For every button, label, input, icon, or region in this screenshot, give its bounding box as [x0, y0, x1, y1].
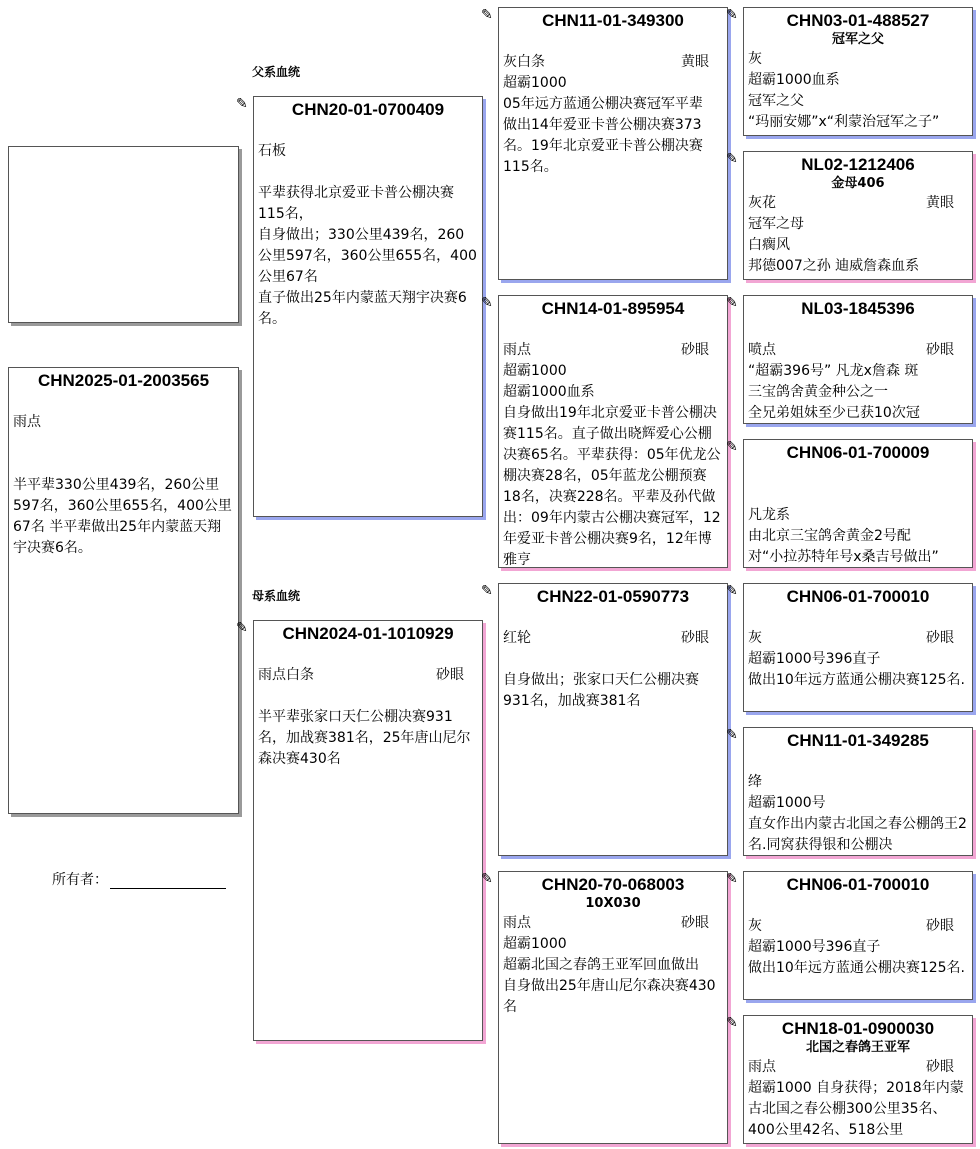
ring-number: NL02-1212406 — [801, 155, 915, 174]
dss-card[interactable] — [743, 583, 973, 712]
ring-number: CHN06-01-700009 — [786, 443, 930, 462]
ring-number: NL03-1845396 — [801, 299, 915, 318]
color: 石板 — [258, 143, 286, 159]
pencil-icon[interactable]: ✎ — [726, 727, 738, 743]
note-line: 超霸1000 自身获得；2018年内蒙古北国之春公棚300公里35名、400公里42名、518公里 — [748, 1080, 964, 1138]
note-line: 冠军之父 — [748, 93, 804, 109]
note-line: 超霸1000 — [503, 75, 567, 91]
owner-field — [52, 869, 226, 889]
color: 灰 — [748, 918, 762, 934]
sire-sire-card[interactable] — [498, 7, 728, 280]
note-line: 超霸1000 — [503, 936, 567, 952]
ddd-card[interactable] — [743, 1015, 973, 1144]
eye: 砂眼 — [926, 342, 954, 358]
note: 半平辈330公里439名，260公里597名，360公里655名，400公里67名 半平辈做出25年内蒙蓝天翔宇决赛6名。 — [13, 477, 232, 556]
ring-number: CHN06-01-700010 — [786, 875, 930, 894]
note-line: 超霸1000血系 — [503, 384, 595, 400]
dds-card[interactable] — [743, 871, 973, 1000]
color: 灰 — [748, 630, 762, 646]
eye: 黄眼 — [681, 54, 709, 70]
note-line: 自身做出；330公里439名，260公里597名，360公里655名，400公里67名 — [258, 227, 477, 285]
color: 雨点白条 — [258, 667, 314, 683]
pencil-icon[interactable]: ✎ — [726, 583, 738, 599]
color: 雨点 — [503, 342, 531, 358]
note-line: 超霸1000血系 — [748, 72, 840, 88]
note-line: 自身做出19年北京爱亚卡普公棚决赛115名。直子做出晓辉爱心公棚决赛65名。平辈获得：05年优龙公棚决赛28名，05年蓝龙公棚预赛18名，决赛228名。平辈及孙代做出：09年内蒙古公棚决赛冠军，12年爱亚卡普公棚决赛9名，12年博雅亨 — [503, 405, 721, 568]
ssd-card[interactable] — [743, 151, 973, 280]
pencil-icon[interactable]: ✎ — [481, 583, 493, 599]
eye: 砂眼 — [926, 918, 954, 934]
note-line: “超霸396号” 凡龙x詹森 斑 — [748, 363, 919, 379]
note-line: 冠军之母 — [748, 216, 804, 232]
sds-card[interactable] — [743, 295, 973, 424]
pencil-icon[interactable]: ✎ — [481, 295, 493, 311]
eye: 砂眼 — [926, 1059, 954, 1075]
note-line: 超霸1000号396直子 — [748, 939, 881, 955]
owner-label: 所有者： — [52, 872, 108, 888]
note-line: 超霸1000号 — [748, 795, 826, 811]
pencil-icon[interactable]: ✎ — [481, 871, 493, 887]
color: 灰白条 — [503, 54, 545, 70]
note-line: 超霸1000 — [503, 363, 567, 379]
note: 半平辈张家口天仁公棚决赛931名，加战赛381名，25年唐山尼尔森决赛430名 — [258, 709, 471, 767]
note-line: 由北京三宝鸽舍黄金2号配 — [748, 528, 911, 544]
note-line: 灰 — [748, 51, 762, 67]
pencil-icon[interactable]: ✎ — [726, 151, 738, 167]
nickname: 金母406 — [831, 176, 885, 191]
eye: 砂眼 — [681, 630, 709, 646]
paternal-line-label: 父系血统 — [252, 65, 301, 79]
ring-number: CHN14-01-895954 — [541, 299, 685, 318]
dsd-card[interactable] — [743, 727, 973, 856]
note-line: 凡龙系 — [748, 507, 790, 523]
dam-card[interactable] — [253, 620, 483, 1041]
note-line: 超霸1000号396直子 — [748, 651, 881, 667]
note-line: 全兄弟姐妹至少已获10次冠 — [748, 405, 920, 421]
pencil-icon[interactable]: ✎ — [236, 620, 248, 636]
note-line: 绛 — [748, 774, 762, 790]
sdd-card[interactable] — [743, 439, 973, 568]
ring-number: CHN11-01-349285 — [787, 731, 929, 750]
ring-number: CHN11-01-349300 — [542, 11, 684, 30]
note-line: “玛丽安娜”x“利蒙治冠军之子” — [748, 114, 940, 130]
ring-number: CHN2025-01-2003565 — [37, 371, 210, 390]
eye: 砂眼 — [926, 630, 954, 646]
note-line: 做出10年远方蓝通公棚决赛125名. — [748, 672, 965, 688]
ring-number: CHN03-01-488527 — [786, 11, 930, 30]
note-line: 对“小拉苏特年号x桑吉号做出” — [748, 549, 939, 565]
pencil-icon[interactable]: ✎ — [726, 439, 738, 455]
pencil-icon[interactable]: ✎ — [726, 7, 738, 23]
ring-number: CHN2024-01-1010929 — [282, 624, 454, 643]
note-line: 平辈获得北京爱亚卡普公棚决赛115名， — [258, 185, 454, 222]
subject-bird-card[interactable] — [8, 367, 239, 814]
dam-dam-card[interactable] — [498, 871, 728, 1144]
note-line: 做出14年爱亚卡普公棚决赛373名。19年北京爱亚卡普公棚决赛115名。 — [503, 117, 703, 175]
nickname: 冠军之父 — [831, 32, 884, 47]
note-line: 超霸北国之春鸽王亚军回血做出 — [503, 957, 699, 973]
color: 雨点 — [503, 915, 531, 931]
nickname: 10X030 — [585, 896, 641, 911]
note-line: 做出10年远方蓝通公棚决赛125名. — [748, 960, 965, 976]
note-line: 邦德007之孙 迪威詹森血系 — [748, 258, 920, 274]
sire-dam-card[interactable] — [498, 295, 728, 568]
pencil-icon[interactable]: ✎ — [726, 871, 738, 887]
note-line: 三宝鸽舍黄金种公之一 — [748, 384, 888, 400]
nickname: 北国之春鸽王亚军 — [805, 1040, 910, 1055]
sss-card[interactable] — [743, 7, 973, 136]
eye: 砂眼 — [681, 342, 709, 358]
eye: 黄眼 — [926, 195, 954, 211]
note-line: 直子做出25年内蒙蓝天翔宇决赛6名。 — [258, 290, 467, 327]
ring-number: CHN20-01-0700409 — [291, 100, 445, 119]
photo-frame — [8, 146, 239, 323]
note-line: 自身做出25年唐山尼尔森决赛430名 — [503, 978, 716, 1015]
eye: 砂眼 — [436, 667, 464, 683]
note-line: 05年远方蓝通公棚决赛冠军平辈 — [503, 96, 703, 112]
color: 灰花 — [748, 195, 776, 211]
eye: 砂眼 — [681, 915, 709, 931]
color: 雨点 — [748, 1059, 776, 1075]
pencil-icon[interactable]: ✎ — [726, 295, 738, 311]
pencil-icon[interactable]: ✎ — [236, 96, 248, 112]
note: 自身做出；张家口天仁公棚决赛931名，加战赛381名 — [503, 672, 699, 709]
sire-card[interactable] — [253, 96, 483, 517]
color: 雨点 — [13, 414, 41, 430]
pencil-icon[interactable]: ✎ — [481, 7, 493, 23]
maternal-line-label: 母系血统 — [252, 589, 301, 603]
dam-sire-card[interactable] — [498, 583, 728, 856]
color: 喷点 — [748, 342, 776, 358]
pencil-icon[interactable]: ✎ — [726, 1015, 738, 1031]
ring-number: CHN20-70-068003 — [541, 875, 685, 894]
ring-number: CHN22-01-0590773 — [536, 587, 690, 606]
owner-blank[interactable] — [110, 873, 226, 889]
color: 红轮 — [503, 630, 531, 646]
ring-number: CHN06-01-700010 — [786, 587, 930, 606]
note-line: 白瘸风 — [748, 237, 790, 253]
note-line: 直女作出内蒙古北国之春公棚鸽王2名.同窝获得银和公棚决 — [748, 816, 967, 853]
ring-number: CHN18-01-0900030 — [781, 1019, 935, 1038]
